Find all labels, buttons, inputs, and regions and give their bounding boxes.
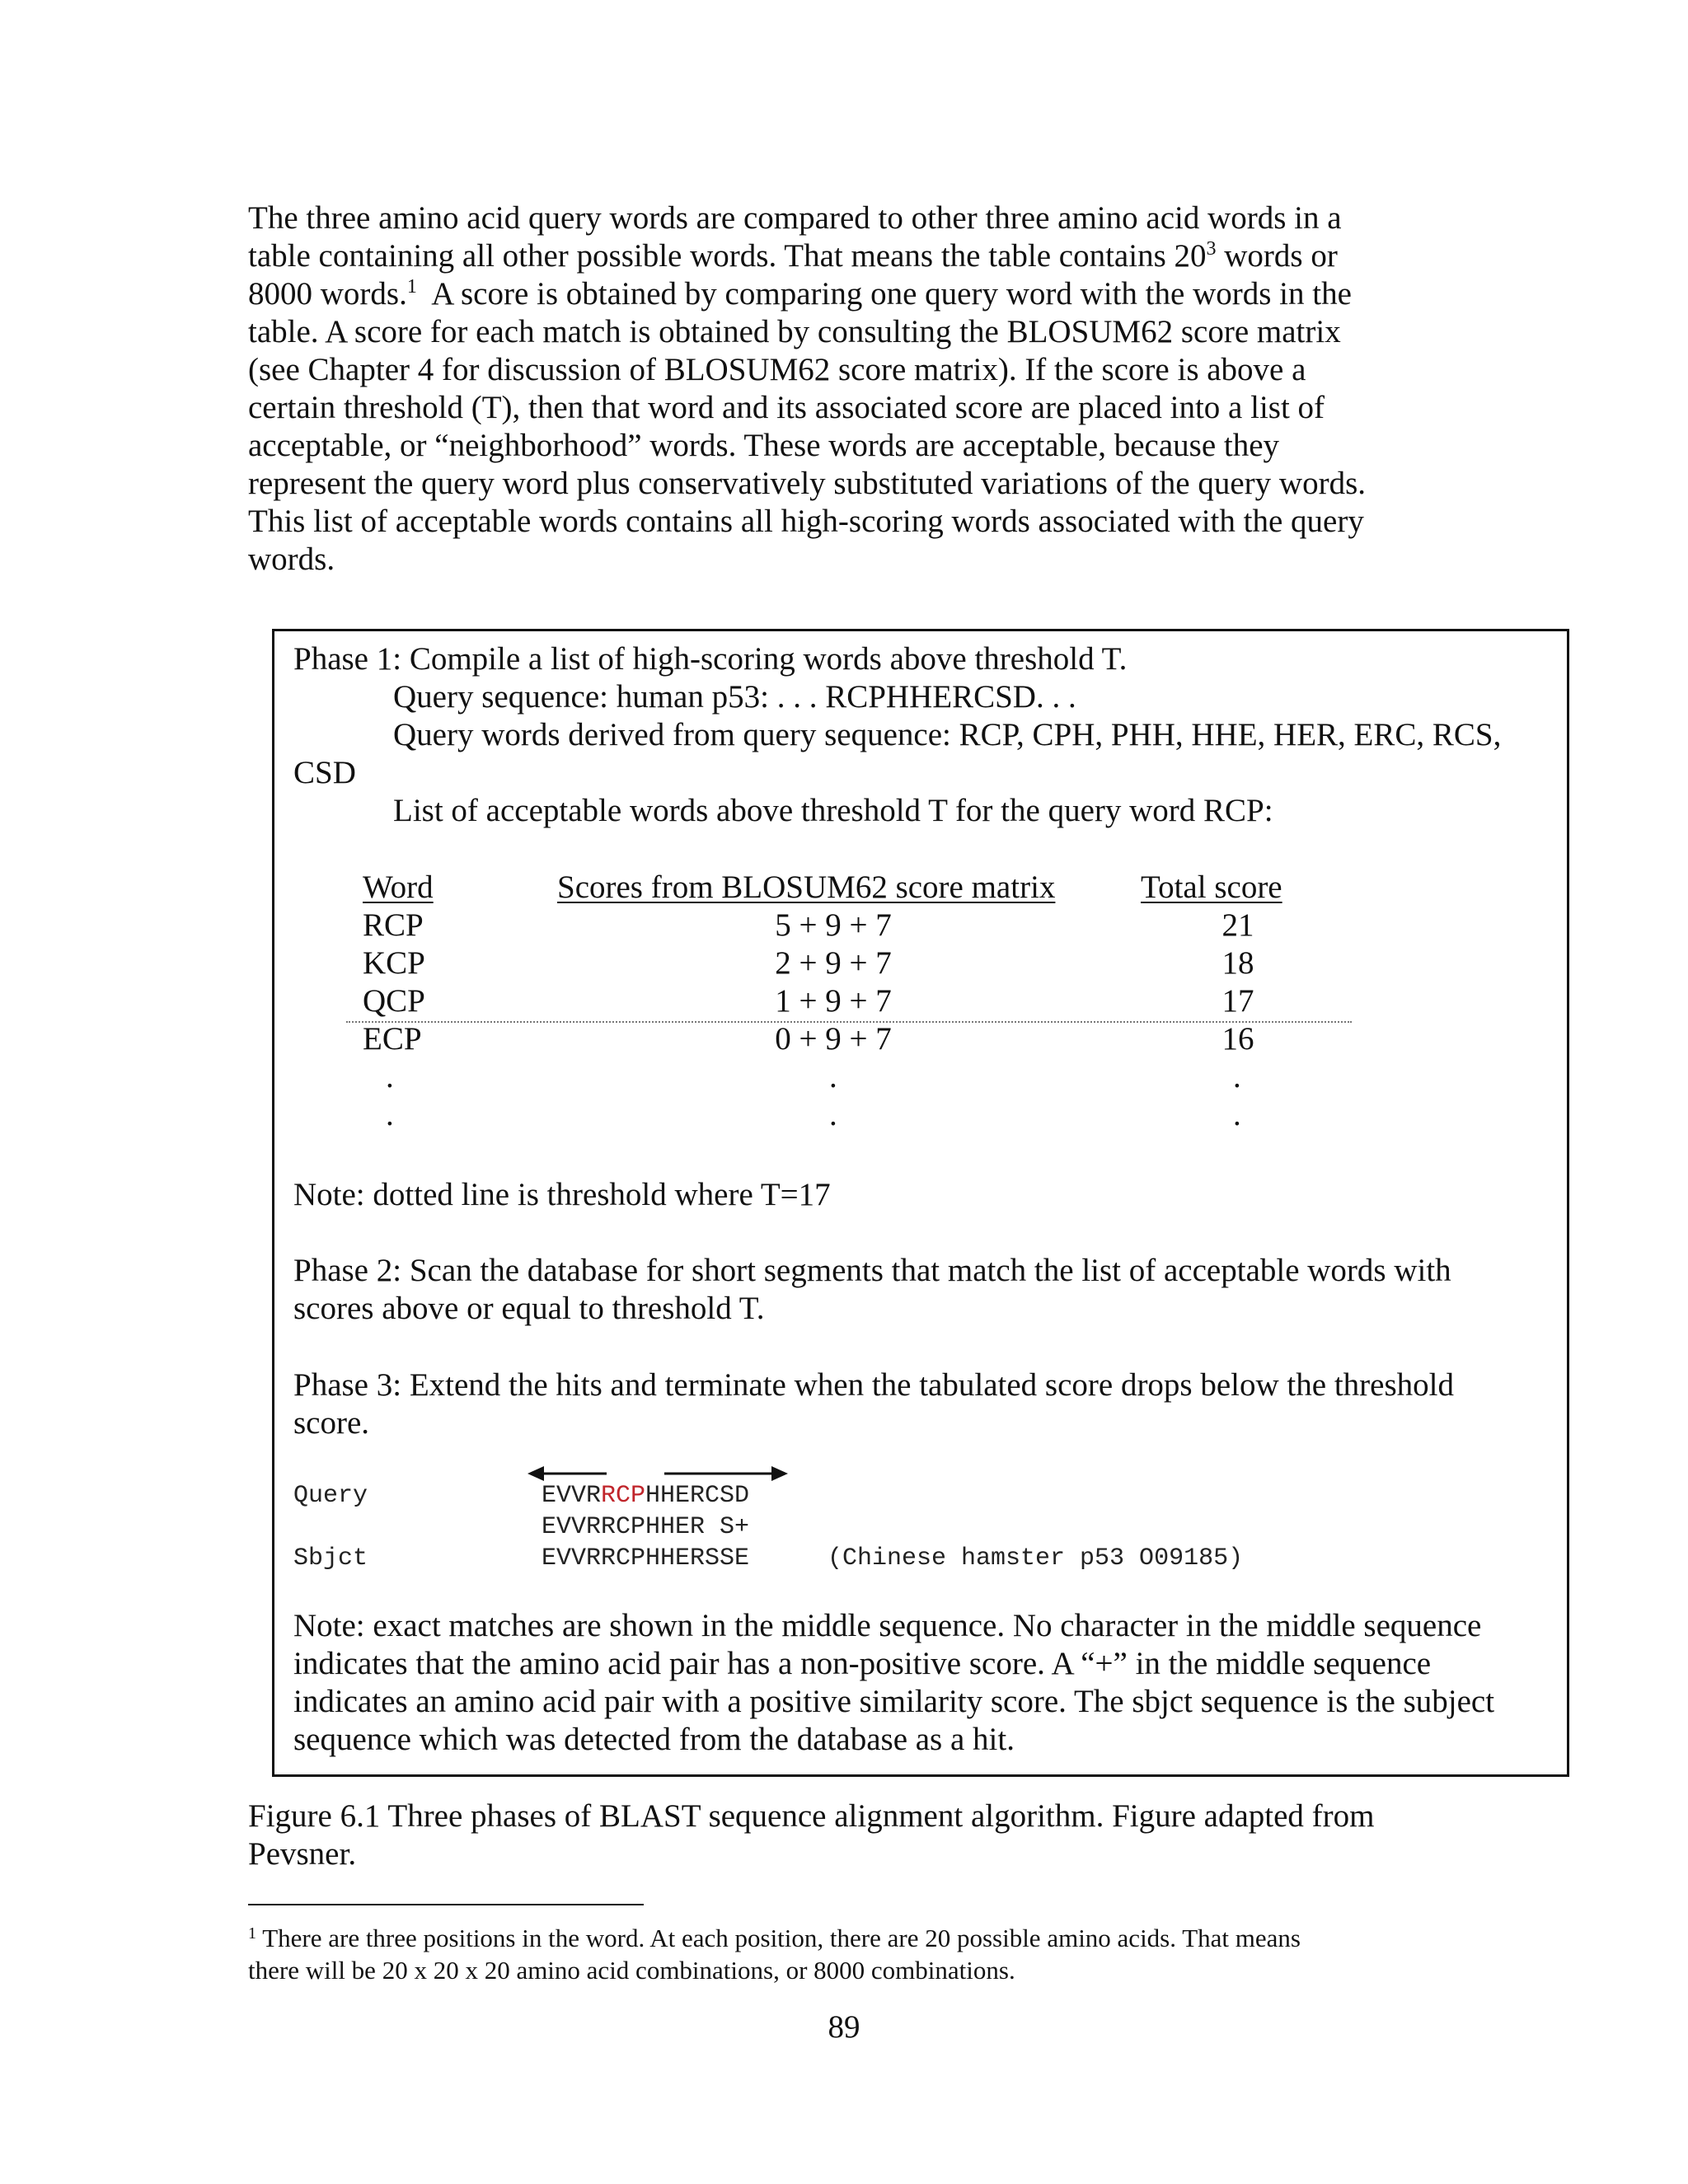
intro-line-3: 8000 words.$^1$ A score is obtained by comparing one query word with the words in the (248, 276, 1352, 312)
final-note-line-3: indicates an amino acid pair with a positive similarity score. The sbjct sequence is the subject (293, 1684, 1495, 1719)
acceptable-list-label: List of acceptable words above threshold T for the query word RCP: (393, 793, 1273, 828)
phase1-title: Phase 1: Compile a list of high-scoring words above threshold T. (293, 641, 1128, 677)
final-note-line-1: Note: exact matches are shown in the middle sequence. No character in the middle sequence (293, 1608, 1482, 1643)
table-cell-total: 16 (1221, 1021, 1254, 1057)
table-cell-total: 18 (1221, 945, 1254, 981)
phase2-line-1: Phase 2: Scan the database for short segments that match the list of acceptable words with (293, 1253, 1451, 1288)
caption-line-1: Figure 6.1 Three phases of BLAST sequence alignment algorithm. Figure adapted from (248, 1798, 1375, 1834)
query-sequence: Query sequence: human p53: . . . RCPHHERCSD. . . (393, 679, 1076, 715)
intro-line-6: certain threshold (T), then that word and its associated score are placed into a list of (248, 390, 1325, 425)
ellipsis-dot: . (1233, 1059, 1241, 1094)
sbjct-sequence: EVVRRCPHHERSSE (542, 1544, 750, 1572)
right-arrow-icon (664, 1466, 788, 1481)
footnote-mark: 1 (248, 1924, 256, 1943)
query-label: Query (293, 1482, 368, 1510)
query-sequence-aligned: EVVRRCPHHERCSD (542, 1482, 750, 1510)
threshold-note: Note: dotted line is threshold where T=17 (293, 1177, 831, 1212)
ellipsis-dot: . (1233, 1097, 1241, 1132)
table-cell-scores: 2 + 9 + 7 (775, 945, 892, 981)
table-header-total: Total score (1141, 869, 1282, 905)
query-words-line-1: Query words derived from query sequence: RCP, CPH, PHH, HHE, HER, ERC, RCS, (393, 717, 1502, 752)
table-cell-scores: 0 + 9 + 7 (775, 1021, 892, 1057)
intro-line-10: words. (248, 541, 335, 577)
sbjct-label: Sbjct (293, 1544, 368, 1572)
final-note-line-2: indicates that the amino acid pair has a non-positive score. A “+” in the middle sequence (293, 1646, 1432, 1681)
table-cell-scores: 1 + 9 + 7 (775, 983, 892, 1019)
final-note-line-4: sequence which was detected from the database as a hit. (293, 1722, 1015, 1757)
exponent: 3 (1206, 238, 1217, 260)
table-cell-scores: 5 + 9 + 7 (775, 907, 892, 943)
footnote-line-2: there will be 20 x 20 x 20 amino acid combinations, or 8000 combinations. (248, 1956, 1015, 1985)
intro-line-7: acceptable, or “neighborhood” words. These words are acceptable, because they (248, 428, 1280, 463)
intro-line-1: The three amino acid query words are compared to other three amino acid words in a (248, 200, 1342, 236)
page-number: 89 (828, 2009, 860, 2045)
table-cell-total: 17 (1221, 983, 1254, 1019)
intro-line-8: represent the query word plus conservatively substituted variations of the query words. (248, 466, 1366, 501)
table-cell-word: ECP (363, 1021, 422, 1057)
footnote-separator (248, 1904, 644, 1905)
intro-line-5: (see Chapter 4 for discussion of BLOSUM62 score matrix). If the score is above a (248, 352, 1306, 387)
table-cell-word: QCP (363, 983, 425, 1019)
query-words-line-2: CSD (293, 755, 356, 790)
footnote-line-1: $^1$ There are three positions in the word. At each position, there are 20 possible amino acids. That means (248, 1924, 1301, 1952)
caption-line-2: Pevsner. (248, 1836, 357, 1872)
ellipsis-dot: . (386, 1097, 394, 1132)
intro-line-2: table containing all other possible words. That means the table contains $20^3$ words or (248, 238, 1338, 274)
table-cell-total: 21 (1221, 907, 1254, 943)
table-header-word: Word (363, 869, 434, 905)
ellipsis-dot: . (386, 1059, 394, 1094)
table-cell-word: KCP (363, 945, 425, 981)
phase3-line-2: score. (293, 1405, 370, 1441)
phase2-line-2: scores above or equal to threshold T. (293, 1291, 765, 1326)
sbjct-note: (Chinese hamster p53 O09185) (828, 1544, 1244, 1572)
query-hit-word: RCP (601, 1482, 646, 1510)
intro-line-9: This list of acceptable words contains all high-scoring words associated with the query (248, 504, 1364, 539)
table-header-scores: Scores from BLOSUM62 score matrix (557, 869, 1056, 905)
footnote-reference[interactable]: 1 (406, 276, 417, 298)
intro-line-4: table. A score for each match is obtained by consulting the BLOSUM62 score matrix (248, 314, 1341, 349)
table-cell-word: RCP (363, 907, 424, 943)
ellipsis-dot: . (829, 1097, 837, 1132)
left-arrow-icon (528, 1466, 607, 1481)
match-line: EVVRRCPHHER S+ (542, 1513, 750, 1541)
phase3-line-1: Phase 3: Extend the hits and terminate when the tabulated score drops below the threshold (293, 1367, 1454, 1403)
intro-paragraph (248, 199, 1484, 587)
ellipsis-dot: . (829, 1059, 837, 1094)
